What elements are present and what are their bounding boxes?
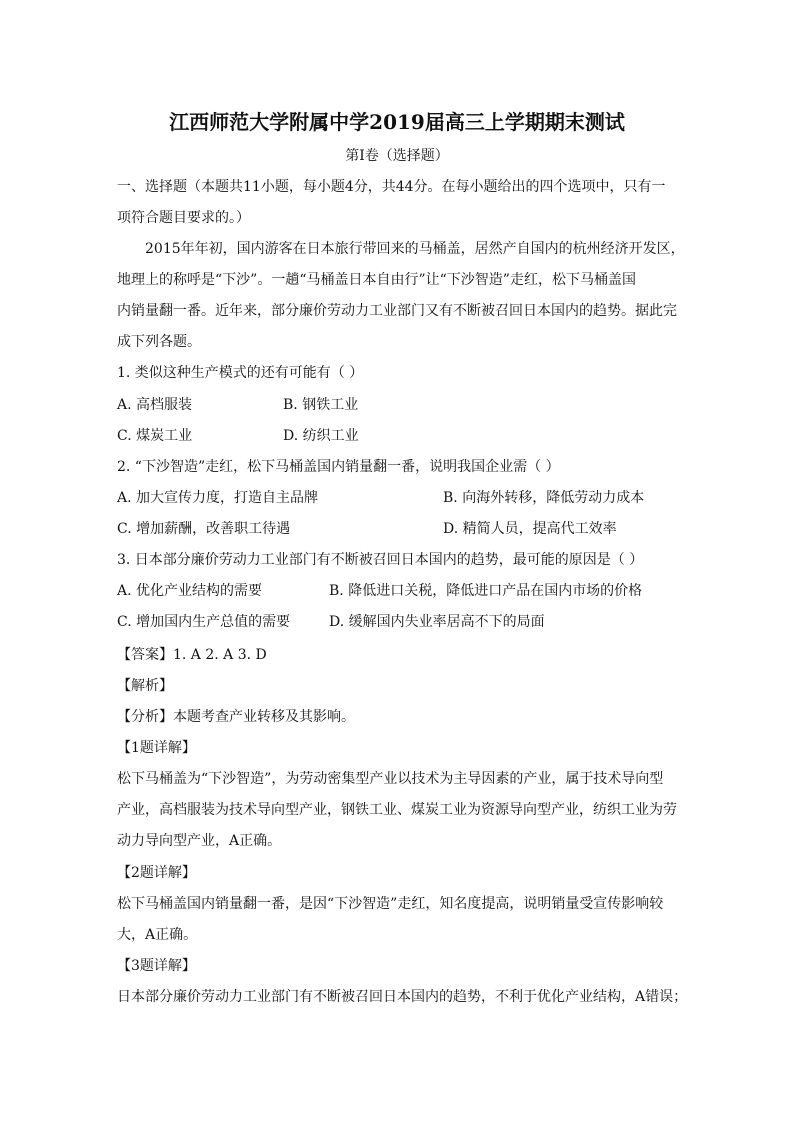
section-subtitle: 第I卷（选择题） [345,148,449,164]
question-3-stem: 3. 日本部分廉价劳动力工业部门有不断被召回日本国内的趋势，最可能的原因是（ ） [117,552,644,568]
answer-line: 【答案】1. A 2. A 3. D [117,647,267,663]
detail-1-line-1: 松下马桶盖为“下沙智造”，为劳动密集型产业以技术为主导因素的产业，属于技术导向型 [117,771,664,787]
question-1-option-d: D. 纺织工业 [283,428,359,444]
question-2-option-a: A. 加大宣传力度，打造自主品牌 [117,490,319,506]
page-title: 江西师范大学附属中学2019届高三上学期期末测试 [169,110,625,134]
passage-line-2: 地理上的称呼是“下沙”。一趟“马桶盖日本自由行”让“下沙智造”走红，松下马桶盖国 [117,272,636,288]
detail-1-heading: 【1题详解】 [117,740,196,756]
question-1-stem: 1. 类似这种生产模式的还有可能有（ ） [117,365,364,381]
question-2-stem: 2. “下沙智造”走红，松下马桶盖国内销量翻一番，说明我国企业需（ ） [117,459,560,475]
question-1-option-a: A. 高档服装 [117,397,193,413]
question-3-option-d: D. 缓解国内失业率居高不下的局面 [329,614,545,630]
detail-2-line-1: 松下马桶盖国内销量翻一番，是因“下沙智造”走红，知名度提高，说明销量受宣传影响较 [117,896,664,912]
question-3-option-b: B. 降低进口关税，降低进口产品在国内市场的价格 [329,583,643,599]
analysis-summary: 【分析】本题考查产业转移及其影响。 [117,709,355,725]
passage-line-4: 成下列各题。 [117,334,201,350]
analysis-heading: 【解析】 [117,678,173,694]
detail-1-line-3: 动力导向型产业，A正确。 [117,833,282,849]
passage-line-3: 内销量翻一番。近年来，部分廉价劳动力工业部门又有不断被召回日本国内的趋势。据此完 [117,303,677,319]
section-instruction-line-2: 项符合题目要求的。） [117,210,250,226]
detail-1-line-2: 产业，高档服装为技术导向型产业，钢铁工业、煤炭工业为资源导向型产业，纺织工业为劳 [117,802,677,818]
section-instruction-line-1: 一、选择题（本题共11小题，每小题4分，共44分。在每小题给出的四个选项中，只有一 [117,179,666,195]
detail-3-heading: 【3题详解】 [117,958,196,974]
question-3-option-a: A. 优化产业结构的需要 [117,583,263,599]
question-1-option-c: C. 煤炭工业 [117,428,193,444]
passage-line-1: 2015年年初，国内游客在日本旅行带回来的马桶盖，居然产自国内的杭州经济开发区， [145,241,685,257]
detail-2-line-2: 大，A正确。 [117,927,198,943]
question-2-option-b: B. 向海外转移，降低劳动力成本 [443,490,645,506]
question-2-option-c: C. 增加薪酬，改善职工待遇 [117,521,291,537]
question-2-option-d: D. 精简人员，提高代工效率 [443,521,617,537]
detail-2-heading: 【2题详解】 [117,865,196,881]
question-1-option-b: B. 钢铁工业 [283,397,359,413]
question-3-option-c: C. 增加国内生产总值的需要 [117,614,291,630]
detail-3-line-1: 日本部分廉价劳动力工业部门有不断被召回日本国内的趋势，不利于优化产业结构，A错误； [117,989,688,1005]
